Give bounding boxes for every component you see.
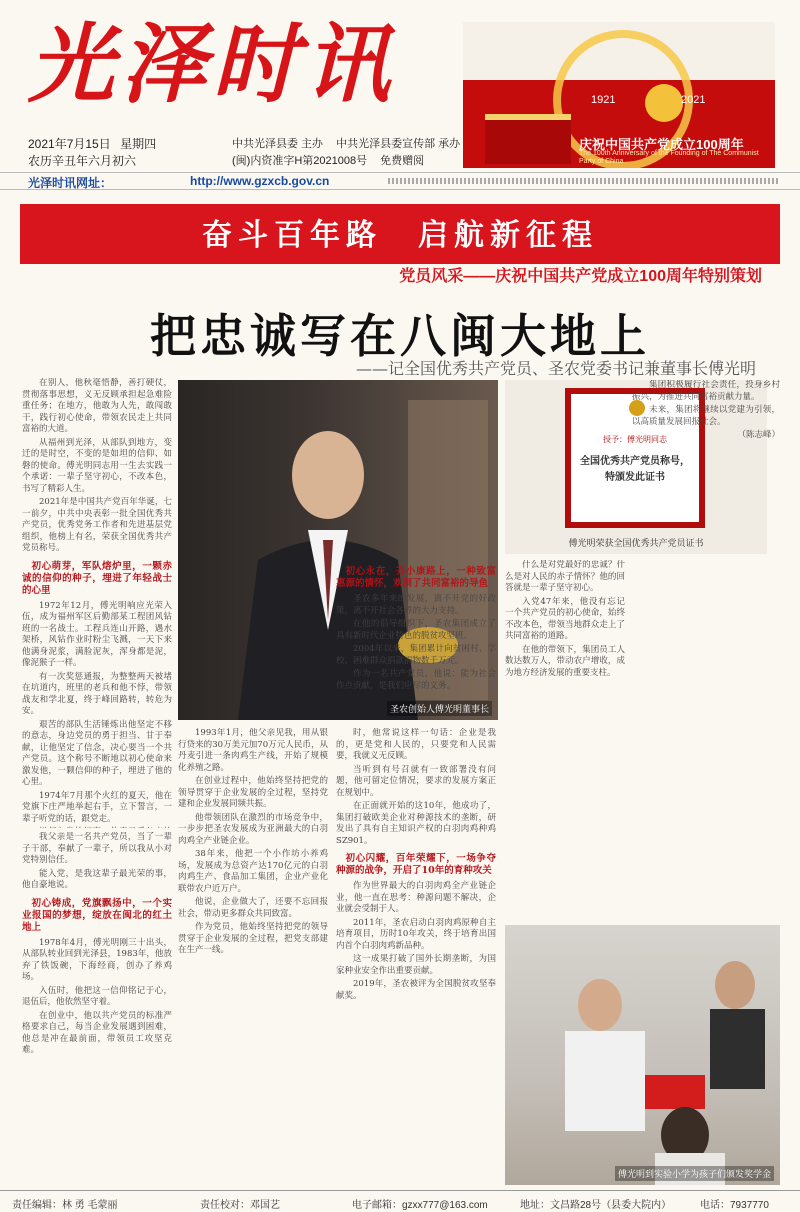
cert-line-1: 授予：傅光明同志: [603, 435, 667, 444]
paragraph: 有一次奖惩通报，为整整两天被堵在坑道内，班里的老兵和他不悖，带领战友和学北夏，终于峰回路转，转危为安。: [22, 671, 172, 716]
paragraph: 入伍时，他把这一信仰铭记于心，退伍后，他依然坚守着。: [22, 985, 172, 1007]
paragraph: 2004年以来，集团累计向贫困村、学校、困难群众捐款捐物数千万元。: [336, 644, 496, 666]
website-label: 光泽时讯网址：: [28, 176, 113, 190]
cert-line-3: 特颁发此证书: [605, 472, 665, 483]
party-emblem-icon: [645, 84, 683, 122]
paragraph: 作为党员，他始终坚持把党的领导贯穿于企业发展的全过程，把党支部建在生产一线。: [178, 922, 328, 955]
column-subtitle: 党员风采——庆祝中国共产党成立100周年特别策划: [399, 268, 762, 285]
tiananmen-icon: [485, 114, 571, 164]
paragraph: 1993年1月，他父亲见我，用从银行贷来的30万美元加70万元人民币，从丹麦引进一条肉鸡生产线，开始了规模化养殖之路。: [178, 728, 328, 773]
paragraph: 在他的倡导组织下，圣农集团成立了具有新时代企业特色的脱贫攻坚班。: [336, 619, 496, 641]
paragraph: 在他的带领下，集团员工人数达数万人，带动农户增收，成为地方经济发展的重要支柱。: [505, 644, 625, 678]
photo-caption: 圣农创始人傅光明董事长: [387, 701, 492, 716]
paragraph: 艰苦的部队生活锤炼出他坚定不移的意志，身边党员的勇于担当、甘于奉献，让他坚定了信念，决心要当一个共产党员。这个称号不断地以初心使命来激发他，一颗信仰的种子，埋进了他的心里。: [22, 719, 172, 787]
section-heading: 初心永在，齐小康路上，一种致富惠源的情怀，欢洞了共同富裕的导鱼: [336, 566, 496, 589]
issue-number: (闽)内资准字H第2021008号: [232, 155, 368, 167]
article-column-1: [22, 378, 172, 828]
decorative-stripe: [388, 178, 778, 184]
cert-line-2: 全国优秀共产党员称号，: [580, 456, 690, 467]
free-label: 免费赠阅: [380, 155, 425, 167]
paragraph: 我父亲是一名共产党员，当了一辈子干部，奉献了一辈子，所以我从小对党特别信任。: [22, 832, 172, 865]
article-headline: 把忠诚写在八闽大地上: [150, 309, 650, 363]
article-column-2: [178, 728, 328, 1180]
footer-email: 电子邮箱：gzxx777@163.com: [352, 1200, 488, 1211]
paragraph: 圣农多年来的发展，离不开党的好政策，离不开社会各界的大力支持。: [336, 594, 496, 616]
paragraph: 2021年是中国共产党百年华诞，七一前夕，中共中央表彰一批全国优秀共产党员，优秀党务工作者和先进基层党组织，他榜上有名，荣获全国优秀共产党员称号。: [22, 497, 172, 553]
paragraph: 1972年12月，傅光明响应光荣入伍，成为福州军区后勤部某工程团风钻班的一名战士。工程兵连山开路，遇水架桥，风钻作业时粉尘飞溅，一天下来他满身泥浆，满脸泥灰，浑身都是泥，像泥猴子一样。: [22, 600, 172, 668]
paragraph: 在创业过程中，他始终坚持把党的领导贯穿于企业发展的全过程，坚持党建和企业发展同频共振。: [178, 776, 328, 809]
paragraph: 未来，集团将继续以党建为引领，以高质量发展回报社会。: [632, 405, 780, 427]
issue-date: [28, 136, 162, 170]
paragraph: 1978年4月，傅光明刚三十出头，从部队转业回到光泽县，1983年，他放弃了铁饭碗，下海经商，创办了养鸡场。: [22, 937, 172, 982]
footer-address: 地址：文昌路28号（县委大院内）: [520, 1200, 672, 1211]
paragraph: 1974年7月那个火红的夏天，他在党旗下庄严地举起右手，立下誓言，一辈子听党的话，跟党走。: [22, 790, 172, 824]
paragraph: 他带领团队在激烈的市场竞争中，一步步把圣农发展成为亚洲最大的白羽肉鸡全产业链企业。: [178, 812, 328, 846]
newspaper-logo: [28, 10, 448, 120]
footer-proofreader: 责任校对：邓国艺: [200, 1200, 280, 1211]
anniversary-banner: [463, 22, 775, 168]
publisher-info: [232, 136, 470, 170]
section-heading: 初心萌芽，军队熔炉里，一颗赤诚的信仰的种子，埋进了年轻战士的心里: [22, 560, 172, 596]
year-left: 1921: [591, 94, 616, 106]
paragraph: 2019年，圣农被评为全国脱贫攻坚奉献奖。: [336, 979, 496, 1001]
column-banner: [20, 204, 780, 264]
paragraph: 2011年，圣农启动白羽肉鸡原种自主培育项目，历时10年攻关，终于培育出国内首个白羽肉鸡新品种。: [336, 917, 496, 951]
website-link[interactable]: http://www.gzxcb.gov.cn: [190, 174, 330, 188]
paragraph: 能入党，是我这辈子最光荣的事，他自豪地说。: [22, 868, 172, 890]
certificate-caption: 傅光明荣获全国优秀共产党员证书: [568, 538, 704, 548]
date: 2021年7月15日: [28, 137, 111, 151]
paragraph: 38年来，他把一个小作坊小养鸡场，发展成为总资产达170亿元的白羽肉鸡生产、食品加工集团，企业产业化联带农户近万户。: [178, 849, 328, 894]
photo-caption: 傅光明到实验小学为孩子们颁发奖学金: [615, 1166, 774, 1181]
paragraph: 什么是对党最好的忠诚？什么是对人民的赤子情怀？他的回答就是一辈子坚守初心。: [505, 560, 625, 593]
footer-phone: 电话：7937770: [700, 1200, 769, 1211]
paragraph: 作为一名共产党员，他说：能为社会作点贡献，是我们应尽的义务。: [336, 669, 496, 691]
award-scene: [505, 925, 780, 1185]
paragraph: 在创业中，他以共产党员的标准严格要求自己，每当企业发展遇到困难，他总是冲在最前面，带领员工攻坚克难。: [22, 1010, 172, 1055]
paragraph: 入党47年来，他没有忘记一个共产党员的初心使命，始终不改本色，带领当地群众走上了共同富裕的道路。: [505, 596, 625, 641]
organizer: 中共光泽县委宣传部 承办: [336, 138, 461, 150]
banner-title-cn: 庆祝中国共产党成立100周年: [579, 137, 744, 152]
paragraph: 在别人，他秋毫悟静，善打硬仗，贯彻落事思想，义无反顾承担起急难险重任务；在地方，他敢为人先，敢闯敢干，践行初心使命，带领农民走上共同富裕的大道。: [22, 378, 172, 434]
section-heading: 初心铸成，党旗飘扬中，一个实业报国的梦想，绽放在闽北的红土地上: [22, 897, 172, 933]
website-bar: [0, 172, 800, 190]
paragraph: 当听到有号召就有一致部署没有问题，他可留定位情况，要求的发展方案正在规划中。: [336, 764, 496, 798]
article-column-5: [632, 380, 780, 915]
masthead: [0, 0, 800, 190]
byline: （陈志峰）: [737, 430, 780, 440]
footer: [0, 1190, 800, 1212]
article-column-4: [505, 560, 625, 915]
award-photo: [505, 925, 780, 1185]
weekday: 星期四: [120, 137, 157, 151]
column-title: 奋斗百年路 启航新征程: [202, 219, 598, 252]
footer-editor: 责任编辑：林 勇 毛蒙丽: [12, 1200, 118, 1211]
article-subtitle: ——记全国优秀共产党员、圣农党委书记兼董事长傅光明: [355, 359, 756, 378]
paragraph: 这一成果打破了国外长期垄断，为国家种业安全作出重要贡献。: [336, 954, 496, 976]
paragraph: [22, 827, 172, 828]
article-column-1b: [22, 832, 172, 1182]
sponsor: 中共光泽县委 主办: [232, 138, 324, 150]
section-heading: 初心闪耀，百年荣耀下，一场争夺种源的战争，开启了10年的育种攻关: [336, 853, 496, 876]
article-column-3-top: [336, 560, 496, 722]
logo-text: 光泽时讯: [28, 14, 396, 115]
paragraph: 从福州到光泽，从部队到地方，变迁的是时空，不变的是如坦的信仰、如磐的使命。傅光明同志用一生去实践一个承诺：一辈子坚守初心，不改本色，书写了精彩人生。: [22, 437, 172, 494]
paragraph: 在正面就开始的这10年，他成功了，集团打破欧美企业对种源技术的垄断，研发出了具有自主知识产权的白羽肉鸡种鸡SZ901。: [336, 801, 496, 846]
paragraph: 时，他常说这样一句话：企业是我的，更是党和人民的，只要党和人民需要，我就义无反顾。: [336, 728, 496, 761]
banner-title-en: The 100th Anniversary of the Founding of The Communist Party of China: [579, 150, 759, 165]
paragraph: 集团积极履行社会责任，投身乡村振兴，为推进共同富裕贡献力量。: [632, 380, 780, 402]
year-right: 2021: [681, 94, 706, 106]
paragraph: 他说，企业做大了，还要不忘回报社会，带动更多群众共同致富。: [178, 897, 328, 919]
article-column-3: [336, 728, 496, 1180]
paragraph: 作为世界最大的白羽肉鸡全产业链企业，他一直在思考：种源问题不解决，企业就会受制于人。: [336, 881, 496, 914]
lunar-date: 农历辛丑年六月初六: [28, 154, 137, 168]
